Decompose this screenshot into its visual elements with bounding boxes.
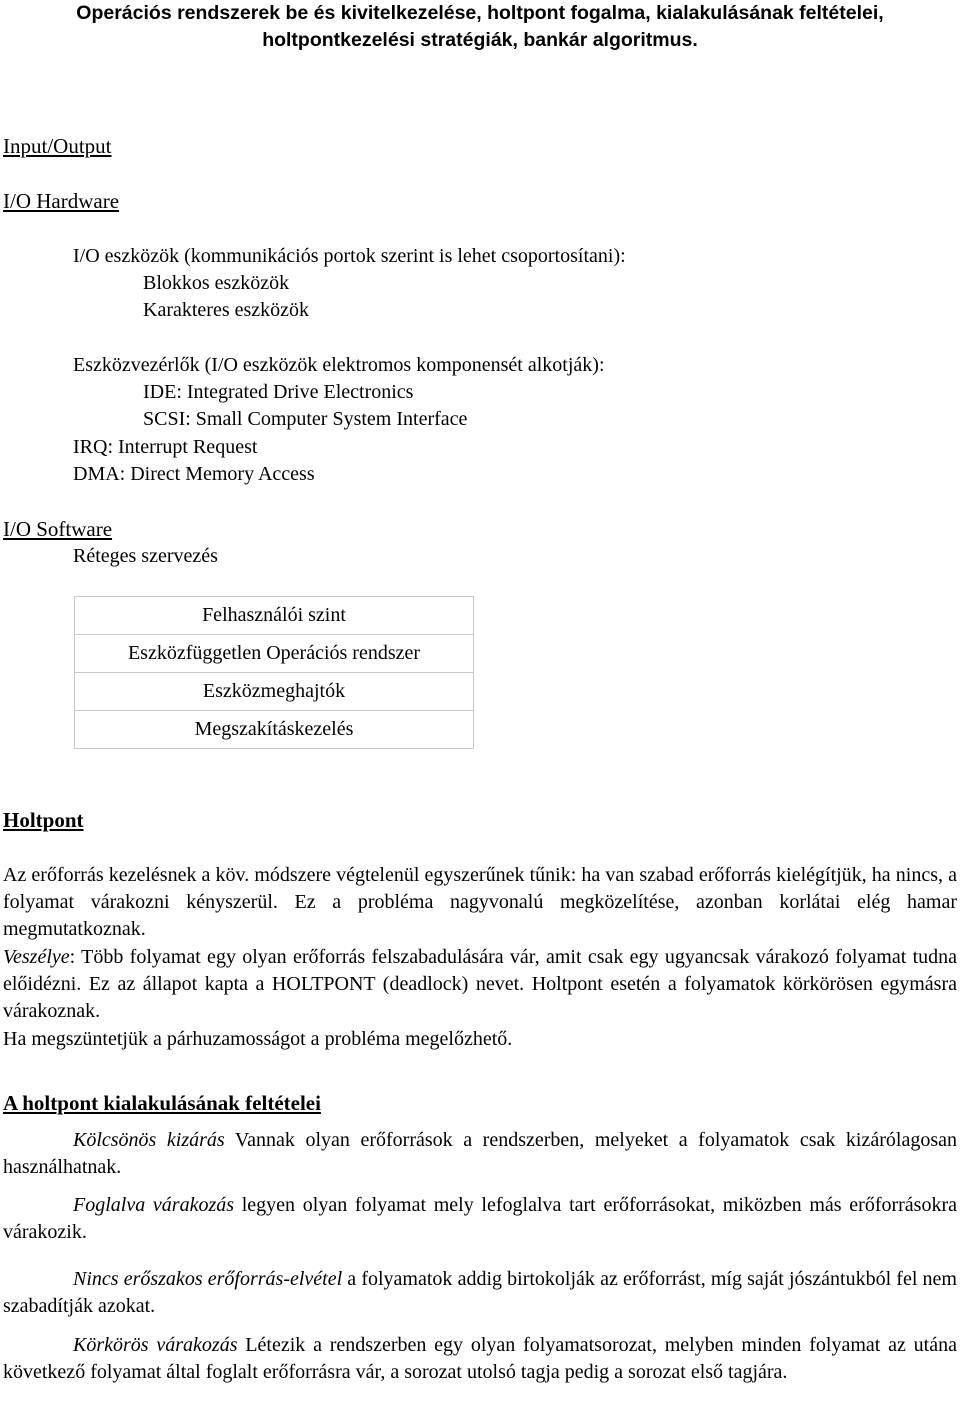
io-heading: Input/Output: [3, 134, 112, 158]
condition-circular-wait: [3, 1332, 957, 1386]
deadlock-paragraph-2: [3, 944, 957, 1025]
danger-label: Veszélye: [3, 946, 70, 968]
title-line-1: Operációs rendszerek be és kivitelkezelése, holtpont fogalma, kialakulásának feltételei,: [76, 2, 884, 24]
condition-text: Létezik a rendszerben egy olyan folyamatsorozat, melyben minden folyamat az utána következő folyamat által foglalt erőforrásra vár, a sorozat utolsó tagja pedig a sorozat első tagjára.: [3, 1334, 957, 1383]
condition-term: Nincs erőszakos erőforrás-elvétel: [73, 1268, 343, 1290]
deadlock-heading: Holtpont: [3, 808, 84, 832]
device-type-character: Karakteres eszközök: [143, 299, 310, 321]
layer-device-independent-os: Eszközfüggetlen Operációs rendszer: [75, 635, 474, 673]
danger-text: : Több folyamat egy olyan erőforrás felszabadulására vár, amit csak egy ugyancsak várakozó folyamat tudna előidézni. Ez az állapot kapta a HOLTPONT (deadlock) nevet. Holtpont esetén a folyamatok körkörösen egymásra várakoznak.: [3, 946, 957, 1022]
dma-line: DMA: Direct Memory Access: [73, 463, 315, 485]
deadlock-paragraph-3: Ha megszüntetjük a párhuzamosságot a probléma megelőzhető.: [3, 1028, 513, 1050]
layer-user-level: Felhasználói szint: [75, 597, 474, 635]
controller-ide: IDE: Integrated Drive Electronics: [143, 381, 414, 403]
condition-term: Körkörös várakozás: [73, 1334, 238, 1356]
condition-term: Foglalva várakozás: [73, 1194, 235, 1216]
deadlock-paragraph-1: Az erőforrás kezelésnek a köv. módszere végtelenül egyszerűnek tűnik: ha van szabad erőforrás kielégítjük, ha nincs, a folyamat várakozni kényszerül. Ez a probléma nagyvonalú megközelítése, azonban korlátai elég hamar megmutatkoznak.: [3, 864, 957, 940]
conditions-heading: A holtpont kialakulásának feltételei: [3, 1091, 321, 1115]
io-hardware-heading: I/O Hardware: [3, 189, 120, 213]
condition-text: Vannak olyan erőforrások a rendszerben, melyeket a folyamatok csak kizárólagosan használhatnak.: [3, 1129, 957, 1178]
device-type-block: Blokkos eszközök: [143, 272, 290, 294]
condition-no-preemption: [3, 1266, 957, 1320]
condition-hold-and-wait: [3, 1192, 957, 1246]
io-devices-intro: I/O eszközök (kommunikációs portok szerint is lehet csoportosítani):: [73, 245, 626, 267]
condition-mutual-exclusion: [3, 1127, 957, 1181]
document-title: [0, 0, 960, 54]
io-software-heading: I/O Software: [3, 517, 113, 541]
title-line-2: holtpontkezelési stratégiák, bankár algoritmus.: [262, 29, 698, 51]
layer-interrupt-handling: Megszakításkezelés: [75, 711, 474, 749]
controller-scsi: SCSI: Small Computer System Interface: [143, 408, 468, 430]
irq-line: IRQ: Interrupt Request: [73, 436, 258, 458]
io-layer-table: [74, 596, 474, 749]
condition-term: Kölcsönös kizárás: [73, 1129, 225, 1151]
layered-organization: Réteges szervezés: [73, 545, 218, 567]
controllers-intro: Eszközvezérlők (I/O eszközök elektromos komponensét alkotják):: [73, 354, 605, 376]
condition-text: legyen olyan folyamat mely lefoglalva tart erőforrásokat, miközben más erőforrásokra várakozik.: [3, 1194, 958, 1243]
layer-device-drivers: Eszközmeghajtók: [75, 673, 474, 711]
condition-text: a folyamatok addig birtokolják az erőforrást, míg saját jószántukból fel nem szabadítják azokat.: [3, 1268, 957, 1317]
